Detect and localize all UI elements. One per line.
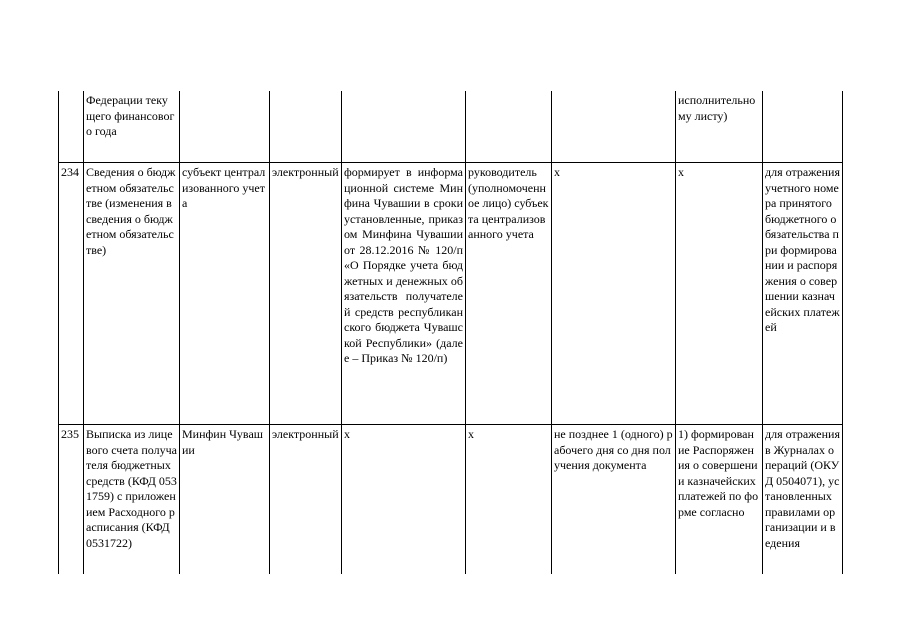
purpose-cell: для отражения в Журналах операций (ОКУД 0504071), установленных правилами организации и ведения xyxy=(763,425,843,575)
format-cell xyxy=(270,91,342,163)
table-row xyxy=(59,91,843,163)
deadline-cell xyxy=(552,91,676,163)
document-table xyxy=(58,91,843,574)
table-row xyxy=(59,163,843,425)
purpose-cell xyxy=(763,91,843,163)
basis-cell: 1) формирование Распоряжения о совершении казначейских платежей по форме согласно xyxy=(676,425,763,575)
receiver-cell: руководитель (уполномоченное лицо) субъекта централизованного учета xyxy=(466,163,552,425)
responsible-cell: субъект централизованного учета xyxy=(180,163,270,425)
basis-cell: исполнительному листу) xyxy=(676,91,763,163)
deadline-cell: не позднее 1 (одного) рабочего дня со дня получения документа xyxy=(552,425,676,575)
table-row xyxy=(59,425,843,575)
document-name-cell: Сведения о бюджетном обязательстве (изменения в сведения о бюджетном обязательстве) xyxy=(84,163,180,425)
responsible-cell xyxy=(180,91,270,163)
deadline-cell: х xyxy=(552,163,676,425)
format-cell: электронный xyxy=(270,163,342,425)
receiver-cell xyxy=(466,91,552,163)
document-name-cell: Федерации текущего финансового года xyxy=(84,91,180,163)
row-number-cell: 235 xyxy=(59,425,84,575)
basis-cell: х xyxy=(676,163,763,425)
format-cell: электронный xyxy=(270,425,342,575)
purpose-cell: для отражения учетного номера принятого бюджетного обязательства при формировании и распоряжения о совершении казначейских платежей xyxy=(763,163,843,425)
procedure-cell xyxy=(342,91,466,163)
row-number-cell xyxy=(59,91,84,163)
procedure-cell: х xyxy=(342,425,466,575)
row-number-cell: 234 xyxy=(59,163,84,425)
document-name-cell: Выписка из лицевого счета получателя бюджетных средств (КФД 0531759) с приложением Расходного расписания (КФД 0531722) xyxy=(84,425,180,575)
receiver-cell: х xyxy=(466,425,552,575)
procedure-cell: формирует в информационной системе Минфина Чувашии в сроки установленные, приказом Минфина Чувашии от 28.12.2016 № 120/п «О Порядке учета бюджетных и денежных обязательств получателей средств республиканского бюджета Чувашской Республики» (далее – Приказ № 120/п) xyxy=(342,163,466,425)
responsible-cell: Минфин Чувашии xyxy=(180,425,270,575)
